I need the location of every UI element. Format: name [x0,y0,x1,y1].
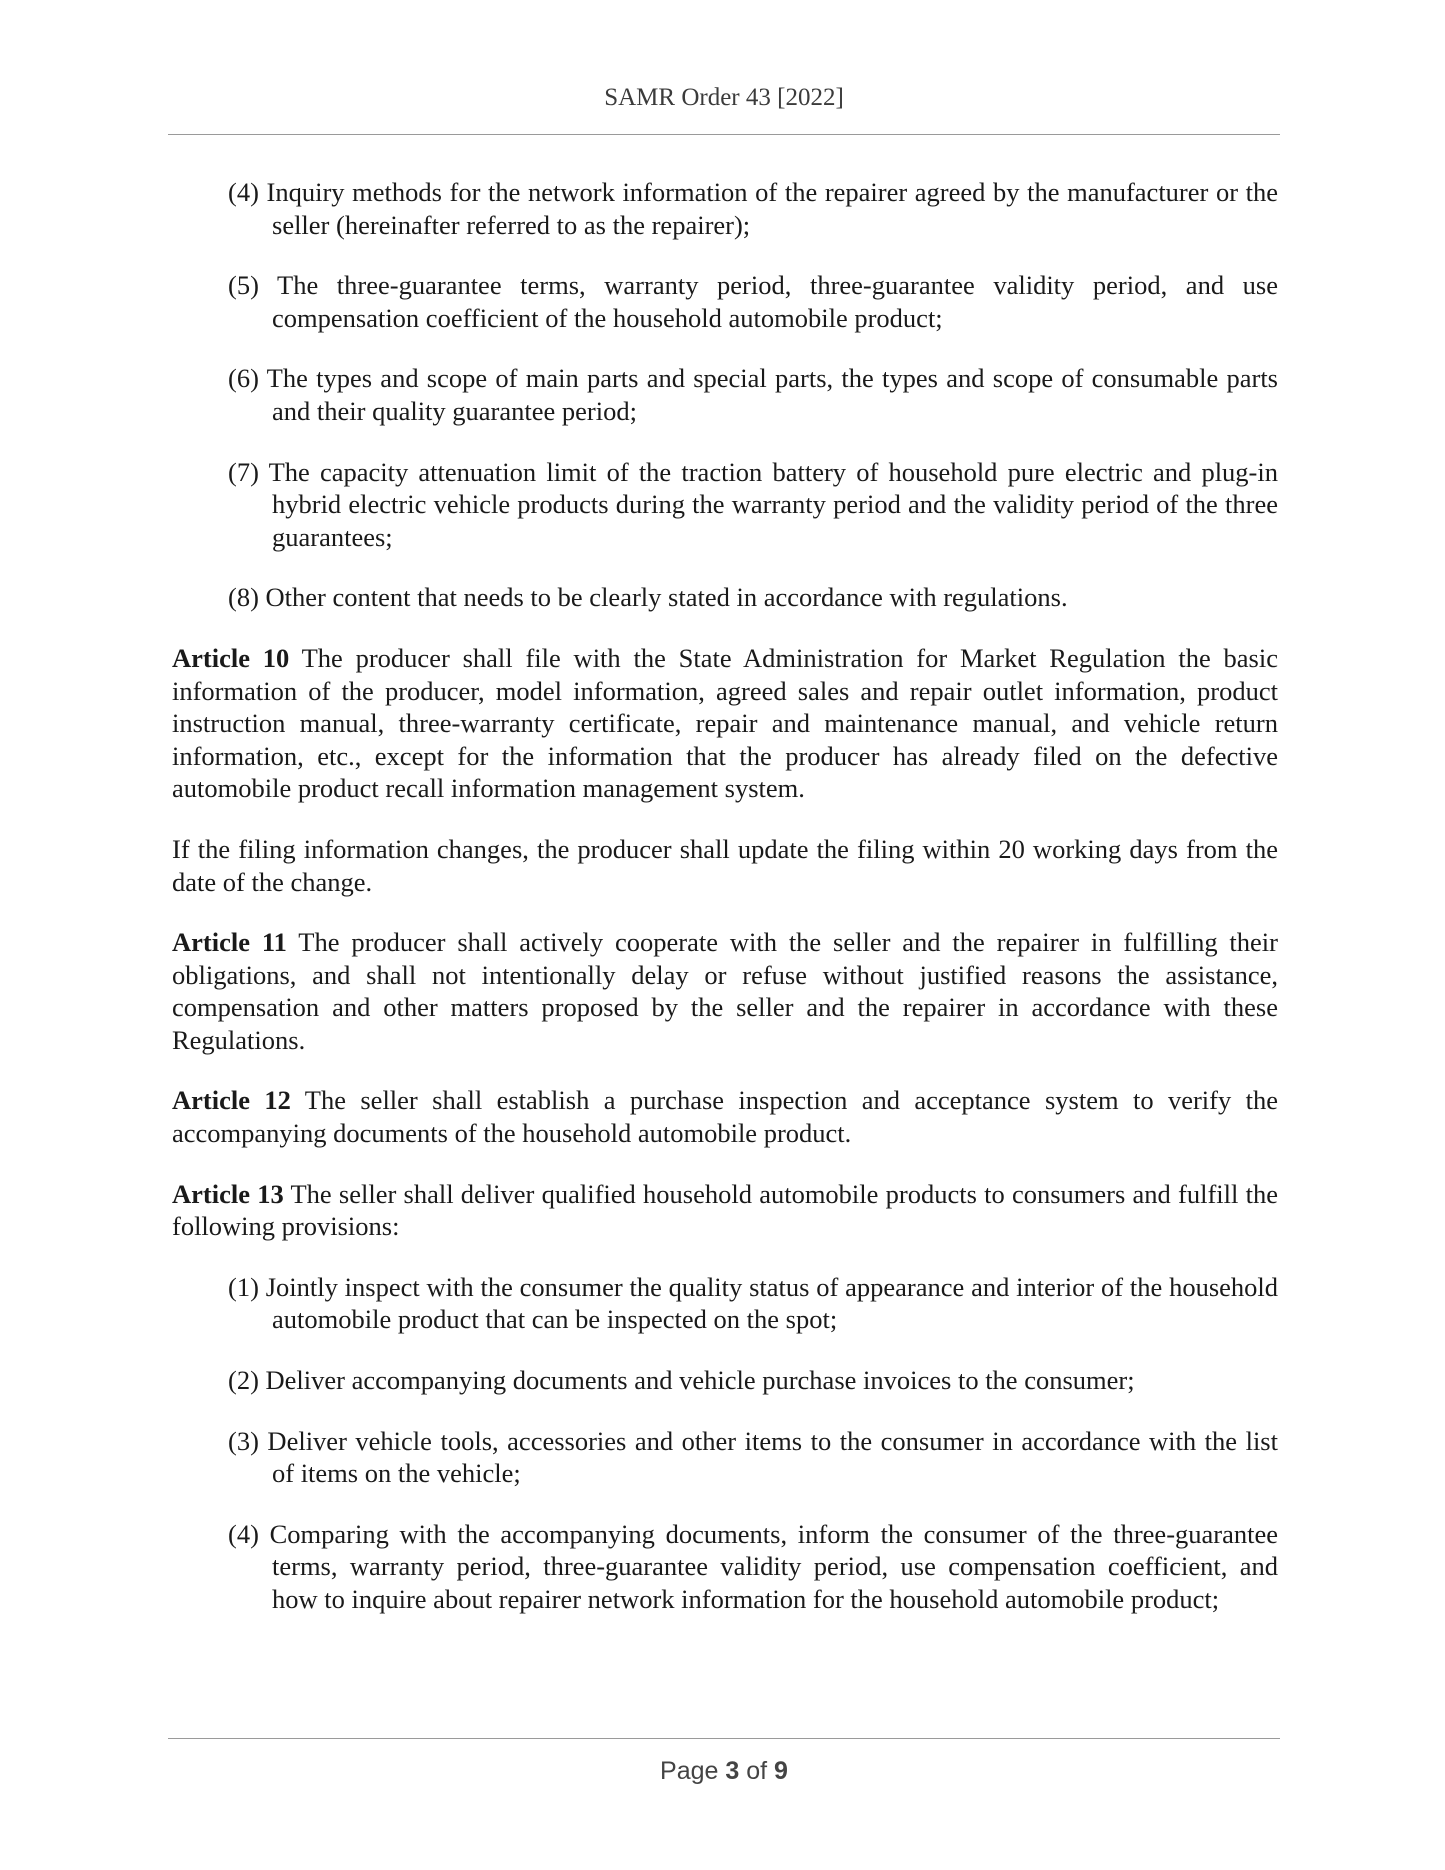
article-label: Article 12 [172,1085,291,1116]
article-label: Article 10 [172,642,290,673]
article-12 [172,1084,1278,1149]
list-item: (4) Comparing with the accompanying documents, inform the consumer of the three-guarantee terms, warranty period, three-guarantee validity period, use compensation coefficient, and how to inquire about repairer network information for the household automobile product; [228,1518,1278,1614]
list-item: (7) The capacity attenuation limit of the traction battery of household pure electric and plug-in hybrid electric vehicle products during the warranty period and the validity period of the three guarantees; [228,456,1278,552]
document-body [172,176,1278,1644]
article-text: The seller shall establish a purchase inspection and acceptance system to verify the accompanying documents of the household automobile product. [172,1085,1278,1149]
of-word: of [739,1757,775,1785]
list-item: (1) Jointly inspect with the consumer the quality status of appearance and interior of the household automobile product that can be inspected on the spot; [228,1271,1278,1335]
current-page-number: 3 [725,1757,740,1785]
article-label: Article 13 [172,1178,284,1209]
page-header: SAMR Order 43 [2022] [604,84,844,111]
header-divider [168,134,1280,135]
list-item: (2) Deliver accompanying documents and vehicle purchase invoices to the consumer; [228,1365,1135,1396]
list-item: (6) The types and scope of main parts and special parts, the types and scope of consumable parts and their quality guarantee period; [228,363,1278,426]
article-13 [172,1178,1278,1243]
article-text: The producer shall file with the State Administration for Market Regulation the basic information of the producer, model information, agreed sales and repair outlet information, product instruction manual, three-warranty certificate, repair and maintenance manual, and vehicle return information, etc., except for the information that the producer has already filed on the defective automobile product recall information management system. [172,642,1278,804]
list-item: (3) Deliver vehicle tools, accessories and other items to the consumer in accordance with the list of items on the vehicle; [228,1425,1278,1489]
article-10 [172,642,1278,805]
article-label: Article 11 [172,927,287,958]
page-footer [170,1757,1278,1786]
list-item: (8) Other content that needs to be clearly stated in accordance with regulations. [228,582,1068,613]
article-10-followup: If the filing information changes, the producer shall update the filing within 20 working days from the date of the change. [172,833,1278,897]
article-text: The producer shall actively cooperate with the seller and the repairer in fulfilling their obligations, and shall not intentionally delay or refuse without justified reasons the assistance, compensation and other matters proposed by the seller and the repairer in accordance with these Regulations. [172,927,1278,1055]
footer-divider [168,1738,1280,1739]
article-11 [172,926,1278,1056]
page-word: Page [660,1757,726,1785]
total-pages-number: 9 [774,1757,788,1785]
article-text: The seller shall deliver qualified household automobile products to consumers and fulfill the following provisions: [172,1178,1278,1242]
list-item: (4) Inquiry methods for the network information of the repairer agreed by the manufacturer or the seller (hereinafter referred to as the repairer); [228,177,1278,240]
list-item: (5) The three-guarantee terms, warranty period, three-guarantee validity period, and use compensation coefficient of the household automobile product; [228,270,1278,333]
